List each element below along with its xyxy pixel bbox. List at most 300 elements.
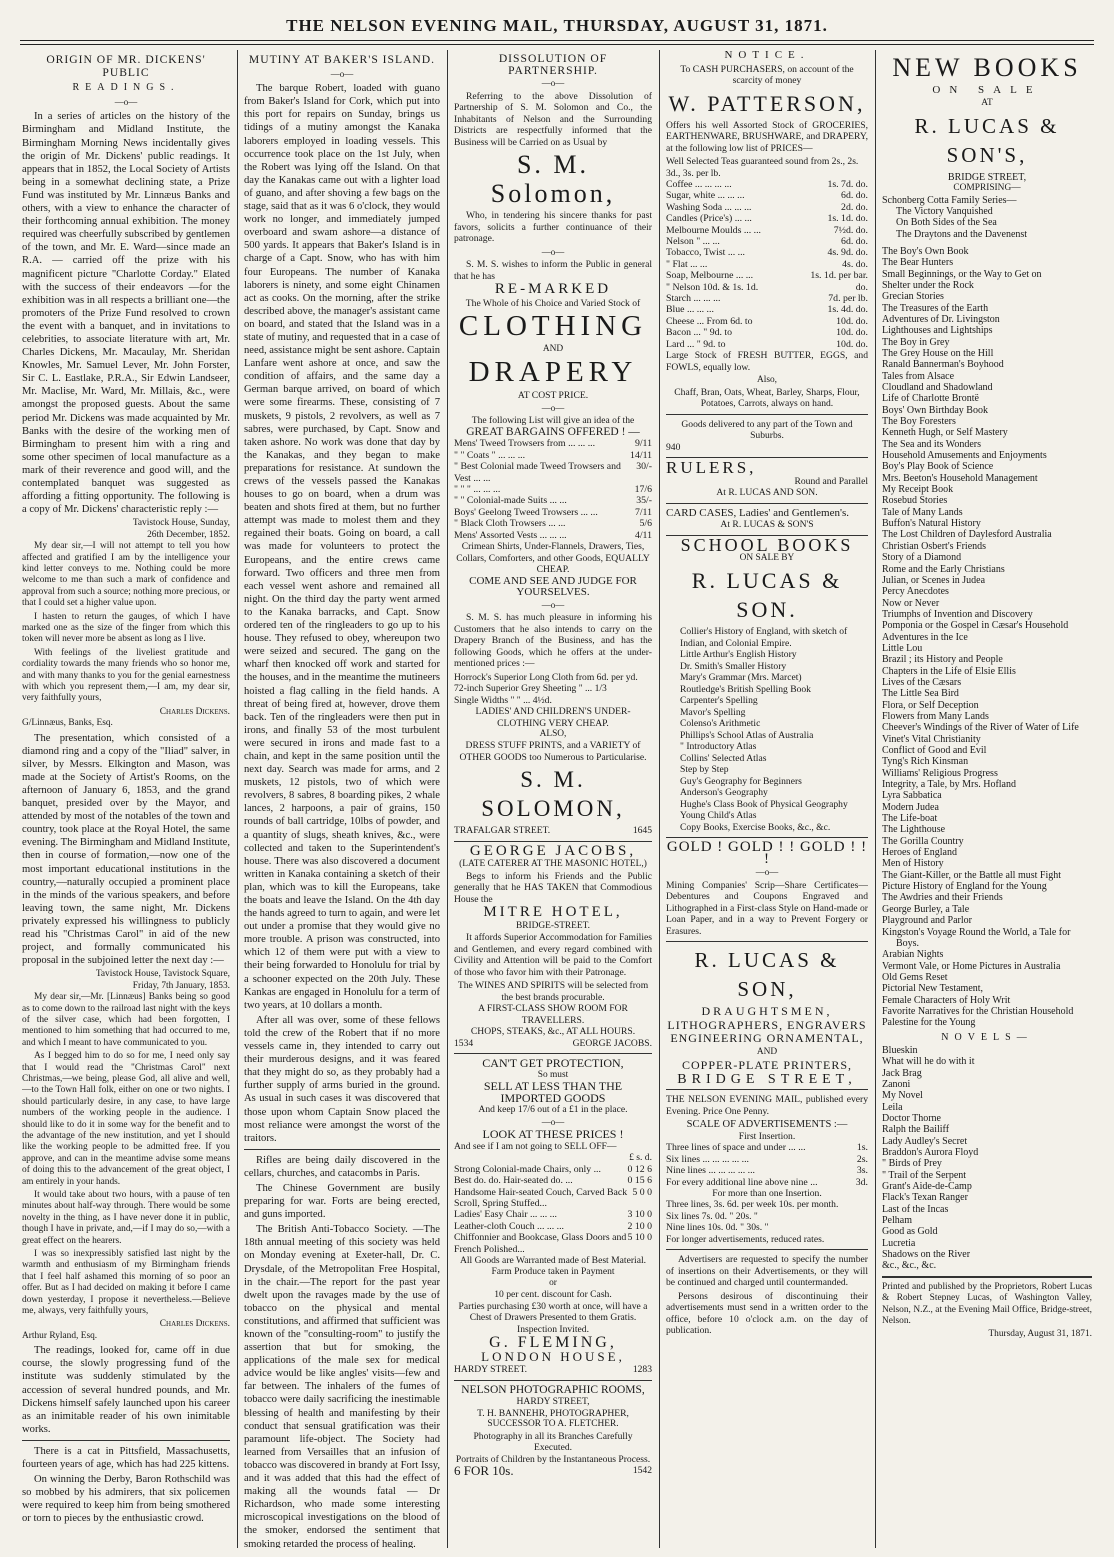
price-value: 4s. do. xyxy=(842,258,868,270)
ad-text: The Whole of his Choice and Varied Stock of xyxy=(465,297,641,309)
list-item: Now or Never xyxy=(882,597,940,609)
price-value: 7d. per lb. xyxy=(828,293,868,305)
ad-text: Inspection Invited. xyxy=(517,1323,589,1335)
paragraph: The Chinese Government are busily preparing for war. Forts are being erected, and guns imported. xyxy=(244,1182,440,1221)
list-item: Tale of Many Lands xyxy=(882,506,963,518)
list-item: Collins' Selected Atlas xyxy=(680,752,767,764)
ad-text: LADIES' AND CHILDREN'S UNDER-CLOTHING VERY CHEAP. xyxy=(475,706,631,729)
list-item: Collier's History of England, with sketch of Indian, and Colonial Empire. xyxy=(680,626,848,649)
ad-number: 1534 xyxy=(454,1037,474,1049)
ad-text: Advertisers are requested to specify the number of insertions on their Advertisements, or they will be continued and charged until countermanded. xyxy=(666,1254,868,1289)
ad-text: For longer advertisements, reduced rates. xyxy=(666,1233,825,1245)
list-item: " Introductory Atlas xyxy=(680,741,757,753)
ad-text: Portraits of Children by the Instantaneous Process. xyxy=(455,1453,651,1465)
ad-text: Who, in tendering his sincere thanks for past favors, solicits a further continuance of their patronage. xyxy=(454,210,652,244)
letter-paragraph: As I begged him to do so for me, I need only say that I would read the "Christmas Carol" next Christmas,—we being, please God, all alive and well,—to the Town Hall folk, either on one or two nights. I should particularly desire, in any case, to have large numbers of the working people in the audience. I should like to do it in some way for the benefit and to the advantage of the new institution, and yet I should like the working people to be admitted free. If you approve, and can in the meantime advise some means of doing this to the advancement of the great object, I am entirely in your hands. xyxy=(22,1051,230,1187)
list-item: Dr. Smith's Smaller History xyxy=(680,660,787,672)
divider xyxy=(22,1440,230,1441)
top-rule xyxy=(20,40,1094,41)
letter-paragraph: With feelings of the liveliest gratitude and cordiality towards the many friends who so honor me, and with many thanks to you for the genial earnestness with which you represent them,—I am, my dear sir, very faithfully yours, xyxy=(22,647,230,704)
list-item: The Sea and its Wonders xyxy=(882,438,981,450)
divider xyxy=(244,1149,440,1150)
column-4-advertisements xyxy=(666,50,868,1548)
paragraph: The barque Robert, loaded with guano from Baker's Island for Cork, which put into this port for repairs on Sunday, brings us tidings of a mutiny amongst the Kanaka laborers employed in loading vessels. This occurrence took place on the 1st July, when the Robert was lying off the Island. On that day the Kanakas came out with a lighter load of guano, and after shoving a few bags on the stage, said that as it was 6 o'clock, they would work no longer, and immediately jumped overboard and swam ashore—a distance of 500 yards. It appears that Baker's Island is in charge of a Capt. Snow, who has with him four Europeans. The number of Kanaka laborers is ninety, and some eight Chinamen act as cooks. On the morning, after the strike described above, the manager's assistant came on board, and stated that the Island was in a state of mutiny, and requested that in a case of need, assistance might be sent ashore. Captain Lanfare went ashore at once, and saw the condition of affairs, and the same day a German barque arrived, on board of which were some firearms. These, consisting of 7 muskets, 9 pistols, 2 revolvers, as well as 7 sabres, were purchased, by Capt. Snow and taken ashore. No work was done that day by the Kanakas, and they began to make preparations for resistance. At sundown the crews of the vessels passed the Kanakas houses to go on board, when a drum was beaten and shots fired at them, but no further attempt was made to molest them and they regained their boats. Going on board, a call was made for volunteers to protect the Europeans, and the entire crews came forward. Two officers and three men from each vessel went ashore and remained all night. On the third day the party went armed to the Kanaka barracks, and Capt. Snow ordered ten of the ringleaders to go up to his house. They refused to obey, whereupon two were seized and secured. The gang on the wharf then knocked off work and started for the houses, and in the meantime the mutineers hoisted a flag calling in the field hands. A threat of being fired at, however, drove them back. Ten of the ringleaders were then put in irons, and finally 53 of the most turbulent were secured in irons and made fast to a chain, and kept in the same position until the next day. Search was made for arms, and 2 muskets, 12 pistols, two of which were revolvers, 8 sabres, 8 boarding pikes, 2 whale lances, 2 harpoons, a pair of grains, 150 rounds of ball cartridge, 10lbs of powder, and a quantity of slugs, sheath knives, &c., were collected and taken to the Superintendent's house. There was also discovered a document written in Kanaka containing a sketch of their plan, which was to kill the Europeans, take the boats and leave the Island. On the 4th day the hands agreed to turn to again, and were let out under a promise that they would give no more trouble. A prison was constructed, into which 12 of them were put with a view to their being forwarded to Honolulu for trial by a schooner expected on the 20th July. These Kankas are engaged in Honolulu for a term of two years, at 10 dollars a month. xyxy=(244,83,440,1011)
ad-number: 1645 xyxy=(632,825,652,837)
price-value: 1s. 1d. do. xyxy=(827,213,868,225)
ad-heading: DRAUGHTSMEN, xyxy=(701,1004,833,1019)
list-item: Grecian Stories xyxy=(882,291,944,303)
list-item: The Lighthouse xyxy=(882,824,946,836)
ad-text: First Insertion. xyxy=(738,1130,796,1142)
list-item: The Boy in Grey xyxy=(882,336,950,348)
price-row xyxy=(666,225,868,236)
school-book-list xyxy=(666,626,868,833)
drapery-item: Horrock's Superior Long Cloth from 6d. per yd. xyxy=(454,671,638,683)
list-item: Jack Brag xyxy=(882,1067,922,1079)
rate-row xyxy=(666,1142,868,1153)
ad-address: HARDY STREET, xyxy=(516,1396,590,1408)
price-row xyxy=(666,316,868,327)
ad-text: To CASH PURCHASERS, on account of the scarcity of money xyxy=(680,63,854,86)
price-value: 5 10 0 xyxy=(627,1232,652,1244)
column-divider xyxy=(875,50,876,1548)
price-item: " Flat ... ... xyxy=(666,258,708,270)
ad-text: Persons desirous of discontinuing their advertisements must send in a written order to the office, before 10 o'clock a.m. on the day of publication. xyxy=(666,1290,868,1337)
ad-text: It affords Superior Accommodation for Families and Gentlemen, and every regard combined with Civility and Attention will be paid to the Comfort of those who favor him with their Patronage. xyxy=(454,932,652,978)
price-row xyxy=(454,518,652,529)
divider xyxy=(666,1249,868,1250)
column-3-advertisements xyxy=(454,50,652,1548)
list-item: The Little Sea Bird xyxy=(882,688,959,700)
divider xyxy=(666,837,868,838)
list-item: My Receipt Book xyxy=(882,484,954,496)
ad-text: Mining Companies' Scrip—Share Certificates—Debentures and Coupons Engraved and Lithographed in a First-class Style on Hand-made or Loan Paper, and in a way to Prevent Forgery or Erasures. xyxy=(666,879,868,937)
list-item: Shadows on the River xyxy=(882,1249,971,1261)
column-divider xyxy=(659,50,660,1548)
letter-paragraph: It would take about two hours, with a pause of ten minutes about half-way through. There would be some novelty in the thing, as I have never done it in public, though I have in private, and,—if I may do so,—with a great effect on the hearers. xyxy=(22,1190,230,1246)
list-item: The Awdries and their Friends xyxy=(882,892,1003,904)
price-value: 6d. do. xyxy=(841,236,868,248)
rate-row xyxy=(666,1177,868,1188)
price-row xyxy=(454,1164,652,1175)
list-item: Step by Step xyxy=(680,764,729,776)
price-value: 4/11 xyxy=(634,529,652,541)
list-item: Christian Osbert's Friends xyxy=(882,540,987,552)
paragraph: After all was over, some of these fellows told the crew of the Robert that if no more vessels came in, they intended to carry out their murderous designs, and it was feared that they might do so, as they probably had a further supply of arms buried in the ground. As usual in such cases it was discovered that those upon whom Captain Snow placed the most reliance were amongst the worst of the traitors. xyxy=(244,1014,440,1144)
price-value: 1s. 4d. do. xyxy=(827,304,868,316)
ad-text: Round and Parallel xyxy=(794,475,868,487)
letter-paragraph: My dear sir,—I will not attempt to tell you how affected and gratified I am by the intelligence your kind letter conveys to me. Nothing could be more welcome to me than such a mark of confidence and approval from such a source; nothing more precious, or that I could set a higher value upon. xyxy=(22,541,230,609)
ad-text: Farm Produce taken in Payment xyxy=(491,1266,615,1278)
ad-text: Three lines, 3s. 6d. per week 10s. per month. xyxy=(666,1199,839,1211)
price-item: Mens' Tweed Trowsers from ... ... ... xyxy=(454,438,596,450)
ad-name: GEORGE JACOBS, xyxy=(469,842,637,859)
list-item: Williams' Religious Progress xyxy=(882,767,998,779)
price-item: Melbourne Moulds ... ... xyxy=(666,224,761,236)
ad-text: (LATE CATERER AT THE MASONIC HOTEL,) xyxy=(459,859,647,870)
list-item: Grant's Aide-de-Camp xyxy=(882,1181,972,1193)
list-item: Blueskin xyxy=(882,1044,918,1056)
ad-heading: BRIDGE STREET, xyxy=(677,1071,857,1087)
price-value: 1s. 1d. per bar. xyxy=(810,270,868,282)
ad-heading-drapery: DRAPERY xyxy=(468,356,638,389)
divider xyxy=(666,1089,868,1090)
ad-footer xyxy=(454,1364,652,1376)
ad-heading: SCALE OF ADVERTISEMENTS :— xyxy=(686,1119,848,1131)
separator: —o— xyxy=(114,97,138,108)
price-row xyxy=(454,507,652,518)
paragraph: The readings, looked for, came off in due course, the slowly progressing fund of the institute was suddenly stimulated by the accession of several hundred pounds, and Mr. Dickens himself safely launched upon his career as an inimitable reader of his own inimitable works. xyxy=(22,1345,230,1435)
list-item: Good as Gold xyxy=(882,1226,938,1238)
ad-text: All Goods are Warranted made of Best Material. xyxy=(459,1254,647,1266)
list-item: " Birds of Prey xyxy=(882,1158,942,1170)
divider xyxy=(666,414,868,415)
ad-text: S. M. S. wishes to inform the Public in general that he has xyxy=(454,259,652,282)
price-row xyxy=(666,236,868,247)
ad-price: 6 FOR 10s. xyxy=(454,1463,514,1479)
price-item: Coffee ... ... ... ... xyxy=(666,179,732,190)
list-item: Little Arthur's English History xyxy=(680,649,797,661)
price-list xyxy=(454,438,652,541)
price-value: 10d. do. xyxy=(836,315,868,327)
ad-name: GEORGE JACOBS. xyxy=(572,1037,652,1049)
paragraph: The British Anti-Tobacco Society. —The 18th annual meeting of this society was held on Monday evening at Exeter-hall, Dr. C. Drysdale, of the Metropolitan Free Hospital, in the chair.—The report for the past year dwelt upon the ravages made by the use of tobacco on the physical and mental constitutions, and affirmed that sufficient was known of the "consulting-room" to justify the assertion that but for smoking, the applications of the male sex for medical advice would be like angles' visits—few and far between. The inhalers of the fumes of tobacco were daily sacrificing the inestimable blessing of health and manifesting by their conduct that sensual gratification was their paramount life-object. The Society had learned from Versailles that an infusion of tobacco was discovered in brandy at Fort Issy, and it was added that this had the effect of making all the wounds fatal — Dr Richardson, who made some interesting microscopical investigations on the blood of the smoker, endorsed the sentiment that smoking retarded the process of healing. xyxy=(244,1224,440,1548)
list-item: Female Characters of Holy Writ xyxy=(882,994,1011,1006)
price-item: Handsome Hair-seated Couch, Carved Back Scroll, Spring Stuffed... xyxy=(454,1186,628,1209)
ad-name: S. M. Solomon, xyxy=(490,150,616,208)
price-row xyxy=(666,247,868,258)
price-row xyxy=(666,293,868,304)
list-item: Boy's Play Book of Science xyxy=(882,461,994,473)
list-item: Cheever's Windings of the River of Water of Life xyxy=(882,722,1079,734)
list-item: Story of a Diamond xyxy=(882,552,962,564)
letter-paragraph: I was so inexpressibly satisfied last night by the warmth and enthusiasm of my Birmingham friends that I feel half ashamed this morning of so poor an offer. But as I had decided on making it before I came down yesterday, I propose it nevertheless.—Believe me, always, very faithfully yours, xyxy=(22,1249,230,1317)
list-item: Ranald Bannerman's Boyhood xyxy=(882,359,1004,371)
ad-footer xyxy=(454,1038,652,1050)
list-item: Playground and Parlor xyxy=(882,915,972,927)
rate-item: Three lines of space and under ... ... xyxy=(666,1142,806,1154)
price-row xyxy=(666,327,868,338)
price-row xyxy=(454,495,652,506)
price-row xyxy=(666,270,868,281)
price-row xyxy=(454,530,652,541)
list-item: Flora, or Self Deception xyxy=(882,699,979,711)
rate-item: Six lines ... ... ... ... ... xyxy=(666,1153,750,1165)
separator: —o— xyxy=(541,78,565,88)
price-row xyxy=(666,282,868,293)
price-value: 4s. 9d. do. xyxy=(827,247,868,259)
imprint-date: Thursday, August 31, 1871. xyxy=(988,1329,1092,1340)
price-item: Starch ... ... ... xyxy=(666,293,721,305)
price-item: Soap, Melbourne ... ... xyxy=(666,270,754,282)
price-row xyxy=(454,1175,652,1186)
paragraph: On winning the Derby, Baron Rothschild was so mobbed by his admirers, that six policemen were required to keep him from being smothered or torn to pieces by the enthusiastic crowd. xyxy=(22,1474,230,1525)
ad-text: The following List will give an idea of the xyxy=(471,415,635,427)
masthead: THE NELSON EVENING MAIL, THURSDAY, AUGUST 31, 1871. xyxy=(286,16,828,35)
ad-heading: LITHOGRAPHERS, ENGRAVERS xyxy=(667,1017,867,1032)
price-row xyxy=(454,438,652,449)
novel-list xyxy=(882,1045,1092,1272)
list-item: Colenso's Arithmetic xyxy=(680,718,761,730)
price-item: Mens' Assorted Vests ... ... ... xyxy=(454,529,567,541)
signature: Charles Dickens. xyxy=(159,1319,230,1330)
list-item: Routledge's British Spelling Book xyxy=(680,683,811,695)
price-item: Best do. do. Hair-seated do. ... xyxy=(454,1175,573,1187)
price-row xyxy=(454,1187,652,1210)
separator: —o— xyxy=(541,402,565,413)
ad-address: BRIDGE STREET, xyxy=(947,171,1027,183)
list-item: Cloudland and Shadowland xyxy=(882,382,993,393)
paragraph: The presentation, which consisted of a diamond ring and a copy of the "Iliad" salver, in silver, by Messrs. Elkington and Mason, was made at the Society of Artist's Rooms, on the afternoon of January 6, 1853, and the grand banquet, presided over by the Mayor, and attended by most of the notables of the town and country, took place at the Royal Hotel, the same evening. The Birmingham and Midland Institute, then in course of formation,—now one of the most important educational institutions in the country,—naturally occupied a prominent place in the minds of the various speakers, and before leaving town, the same night, Mr. Dickens privately expressed his willingness to publicly read his "Christmas Carol" in aid of the new project, and formally communicated his proposal in the subjoined letter the next day :— xyxy=(22,732,230,967)
ad-name: R. LUCAS & SON'S, xyxy=(914,113,1060,167)
price-row xyxy=(666,213,868,224)
currency-header: £ s. d. xyxy=(629,1152,652,1164)
list-item: Heroes of England xyxy=(882,847,957,859)
ad-text: ALSO, xyxy=(539,729,567,740)
list-item: George Burley, a Tale xyxy=(882,903,970,915)
list-item: Braddon's Aurora Floyd xyxy=(882,1147,979,1159)
price-value: 10d. do. xyxy=(836,327,868,339)
furniture-price-list xyxy=(454,1164,652,1255)
list-item: The Lost Children of Daylesford Australia xyxy=(882,529,1052,541)
list-item: Rosebud Stories xyxy=(882,495,948,507)
list-item: Pictorial New Testament, xyxy=(882,983,984,995)
ad-heading: GOLD ! GOLD ! ! GOLD ! ! ! xyxy=(666,839,868,867)
price-row xyxy=(666,259,868,270)
list-item: Adventures of Dr. Livingston xyxy=(882,313,1000,325)
list-item: Triumphs of Invention and Discovery xyxy=(882,608,1033,620)
price-row xyxy=(454,450,652,461)
ad-heading: MITRE HOTEL, xyxy=(483,904,623,921)
ad-address: HARDY STREET. xyxy=(454,1364,528,1376)
ad-number: 940 xyxy=(666,441,681,453)
ad-heading: COPPER-PLATE PRINTERS, xyxy=(681,1058,853,1073)
price-value: 9/11 xyxy=(634,438,652,450)
ad-text: AT xyxy=(981,98,993,109)
price-row xyxy=(666,190,868,201)
ad-text: AND xyxy=(542,344,564,354)
divider xyxy=(454,841,652,842)
ad-heading: CAN'T GET PROTECTION, xyxy=(482,1056,624,1071)
list-item: Vermont Vale, or Home Pictures in Australia xyxy=(882,960,1061,972)
ad-text: Nine lines 10s. 0d. " 30s. " xyxy=(666,1222,769,1234)
column-divider xyxy=(447,50,448,1548)
list-item: The Gorilla Country xyxy=(882,835,964,847)
rate-item: For every additional line above nine ... xyxy=(666,1176,818,1188)
ad-heading: SELL AT LESS THAN THE IMPORTED GOODS xyxy=(483,1079,623,1105)
price-value: do. xyxy=(855,281,868,293)
ad-text: A FIRST-CLASS SHOW ROOM FOR TRAVELLERS. xyxy=(478,1003,628,1026)
ad-heading: CARD CASES, Ladies' and Gentlemen's. xyxy=(666,506,850,519)
grocery-price-list xyxy=(666,179,868,350)
price-item: Blue ... ... ... xyxy=(666,304,714,316)
letter-address: Tavistock House, Sunday, xyxy=(132,518,230,529)
list-item: " Trail of the Serpent xyxy=(882,1169,967,1181)
column-2-mutiny xyxy=(244,50,440,1548)
list-item: Ralph the Bailiff xyxy=(882,1124,950,1136)
price-row xyxy=(666,202,868,213)
list-item: Lighthouses and Lightships xyxy=(882,325,993,337)
list-item: Modern Judea xyxy=(882,801,939,813)
column-1-dickens xyxy=(22,50,230,1548)
ad-name: G. FLEMING, xyxy=(489,1334,617,1352)
ad-heading: NELSON PHOTOGRAPHIC ROOMS, xyxy=(461,1383,645,1396)
ad-heading: ENGINEERING ORNAMENTAL, xyxy=(670,1031,864,1046)
list-item: Leila xyxy=(882,1101,903,1113)
list-item: The Victory Vanquished xyxy=(896,205,993,217)
price-item: Nelson " ... ... xyxy=(666,236,720,248)
list-item: Tales from Alsace xyxy=(882,370,955,382)
top-rule-double xyxy=(20,44,1094,45)
list-item: Men of History xyxy=(882,858,944,870)
list-item: Chapters in the Life of Elsie Ellis xyxy=(882,665,1016,677)
ad-text: DRESS STUFF PRINTS, and a VARIETY of OTHER GOODS too Numerous to Particularise. xyxy=(459,740,647,763)
ad-heading: COME AND SEE AND JUDGE FOR YOURSELVES. xyxy=(469,574,637,599)
price-row xyxy=(454,1232,652,1255)
price-item: Lard ... " 9d. to xyxy=(666,338,726,350)
price-value: 2 10 0 xyxy=(627,1220,652,1232)
paragraph: In a series of articles on the history of the Birmingham and Midland Institute, the Birmingham Morning News incidentally gives the origin of Mr. Dickens' public readings. It appears that in 1852, the Local Society of Artists being in a somewhat declining state, a Prize Fund was instituted by Mr. Linnæus Banks and others, with a view to enhance the character of their forthcoming annual exhibition. The money required was cheerfully subscribed by gentlemen of the town, and Mr. E. Ward—since made an R.A. — carried off the prize with his magnificent picture "Charlotte Corday." Elated with the success of their endeavors —for the exhibition was in all respects a brilliant one—the promoters of the Prize Fund resolved to crown the event with a banquet, and in invitations to celebrities, to associate literature with art, Mr. Charles Dickens, Mr. Macaulay, Mr. Sheridan Knowles, Mr. Samuel Lever, Mr. John Forster, Sir C. L. Eastlake, P.R.A., Sir Edwin Landseer, Mr. Maclise, Mr. Ward, Mr. Millais, &c., were amongst the proposed guests. About the same period Mr. Dickens was made acquainted by Mr. Banks with the desire of the working men of Birmingham to present him with a ring and some other specimen of local manufacture as a mark of their reverence and good will, and the contemplated banquet was suggested as affording a fitting opportunity. The following is a copy of Mr. Dickens' characteristic reply :— xyxy=(22,111,230,516)
ad-text: Begs to inform his Friends and the Public generally that he HAS TAKEN that Commodious House the xyxy=(454,870,652,905)
ad-name: R. LUCAS & SON. xyxy=(691,568,843,623)
price-row xyxy=(666,304,868,315)
list-item: Lady Audley's Secret xyxy=(882,1135,968,1147)
list-item: The Life-boat xyxy=(882,813,938,825)
list-item: Favorite Narratives for the Christian Household xyxy=(882,1005,1074,1017)
rate-value: 3s. xyxy=(856,1165,868,1177)
ad-text: And keep 17/6 out of a £1 in the place. xyxy=(478,1104,628,1116)
letter-paragraph: I hasten to return the gauges, of which I have marked one as the size of the finger from which this token will never more be absent as long as I live. xyxy=(22,611,230,645)
ad-text: 10 per cent. discount for Cash. xyxy=(494,1289,612,1301)
price-item: " " " ... ... ... xyxy=(454,484,501,496)
column-5-new-books xyxy=(882,50,1092,1548)
separator: —o— xyxy=(330,69,354,80)
ad-text: The WINES AND SPIRITS will be selected from the best brands procurable. xyxy=(457,980,649,1003)
ad-text: AND xyxy=(756,1046,778,1057)
recipient: Arthur Ryland, Esq. xyxy=(22,1330,98,1341)
ad-text: At R. LUCAS AND SON. xyxy=(716,487,818,498)
ad-title: NOTICE. xyxy=(724,50,810,61)
list-item: Julian, or Scenes in Judea xyxy=(882,574,986,586)
separator: —o— xyxy=(541,599,565,610)
list-item: Conflict of Good and Evil xyxy=(882,745,987,756)
price-item: Washing Soda ... ... ... xyxy=(666,201,752,213)
rate-row xyxy=(666,1165,868,1176)
list-item: Adventures in the Ice xyxy=(882,631,968,643)
list-item: Kingston's Voyage Round the World, a Tale for Boys. xyxy=(882,926,1071,949)
divider xyxy=(454,1053,652,1054)
list-item: Buffon's Natural History xyxy=(882,518,981,530)
list-item: Copy Books, Exercise Books, &c., &c. xyxy=(680,821,831,833)
price-value: 7½d. do. xyxy=(833,224,868,236)
ad-heading: SCHOOL BOOKS xyxy=(680,534,854,555)
price-item: " Nelson 10d. & 1s. 1d. xyxy=(666,281,759,293)
ad-text: or xyxy=(549,1277,557,1288)
list-item: Carpenter's Spelling xyxy=(680,695,758,707)
list-item: Guy's Geography for Beginners xyxy=(680,775,802,787)
price-value: 14/11 xyxy=(630,449,652,461)
ad-text: COMPRISING— xyxy=(953,183,1021,194)
letter-address: Tavistock House, Tavistock Square, xyxy=(95,969,230,980)
ad-text: ON SALE BY xyxy=(739,553,795,563)
list-item: Integrity, a Tale, by Mrs. Hofland xyxy=(882,779,1016,791)
list-item: Doctor Thorne xyxy=(882,1113,941,1124)
list-item: The Grey House on the Hill xyxy=(882,347,994,359)
list-item: Flack's Texan Ranger xyxy=(882,1192,968,1204)
ad-name: S. M. SOLOMON, xyxy=(481,767,625,822)
column-divider xyxy=(237,50,238,1548)
list-item: My Novel xyxy=(882,1090,923,1102)
recipient: G/Linnæus, Banks, Esq. xyxy=(22,718,113,729)
price-value: 0 12 6 xyxy=(627,1163,652,1175)
list-item: The Giant-Killer, or the Battle all must Fight xyxy=(882,869,1062,881)
list-item: Arabian Nights xyxy=(882,949,944,961)
ad-text: Large Stock of FRESH BUTTER, EGGS, and FOWLS, equally low. xyxy=(666,350,868,373)
price-value: 35/- xyxy=(636,495,652,507)
ad-footer xyxy=(454,825,652,837)
ad-heading: LOOK AT THESE PRICES ! xyxy=(482,1127,624,1142)
rate-row xyxy=(666,1154,868,1165)
price-value: 7/11 xyxy=(634,506,652,518)
ad-number: 1542 xyxy=(632,1465,652,1477)
list-item: The Bear Hunters xyxy=(882,257,954,269)
divider xyxy=(882,1276,1092,1278)
price-item: Cheese ... From 6d. to xyxy=(666,315,753,327)
imprint: Printed and published by the Proprietors, Robert Lucas & Robert Stepney Lucas, of Washington Valley, Nelson, N.Z., at the Evening Mail Office, Bridge-street, Nelson. xyxy=(882,1281,1092,1327)
ad-text: Photography in all its Branches Carefully Executed. xyxy=(473,1430,633,1454)
ad-name: T. H. BANNEHR, PHOTOGRAPHER, xyxy=(477,1407,629,1419)
price-item: Sugar, white ... ... ... xyxy=(666,190,745,202)
price-item: " " Coats " ... ... ... xyxy=(454,449,526,461)
price-value: 10d. do. xyxy=(836,338,868,350)
list-item: The Draytons and the Davenenst xyxy=(896,228,1028,240)
list-item: Last of the Incas xyxy=(882,1203,949,1215)
list-item: Household Amusements and Enjoyments xyxy=(882,450,1047,462)
price-value: 1s. 7d. do. xyxy=(827,179,868,190)
ad-text: Chaff, Bran, Oats, Wheat, Barley, Sharps, Flour, Potatoes, Carrots, always on hand. xyxy=(674,386,860,409)
ad-title: DISSOLUTION OF PARTNERSHIP. xyxy=(498,52,608,77)
ad-text: BRIDGE-STREET. xyxy=(515,920,591,931)
list-item: Percy Anecdotes xyxy=(882,586,949,598)
list-item: The Treasures of the Earth xyxy=(882,302,989,314)
list-item: Pomponia or the Gospel in Cæsar's Household xyxy=(882,620,1069,632)
price-value: 5/6 xyxy=(639,518,652,530)
ad-heading: LONDON HOUSE, xyxy=(481,1348,625,1364)
price-item: " Black Cloth Trowsers ... ... xyxy=(454,518,566,530)
list-item: Anderson's Geography xyxy=(680,787,768,799)
price-item: Candles (Price's) ... ... xyxy=(666,213,752,225)
ad-heading: GREAT BARGAINS OFFERED ! — xyxy=(466,425,640,438)
list-item: Boys' Own Birthday Book xyxy=(882,404,988,416)
ad-text: Well Selected Teas guaranteed sound from 2s., 2s. 3d., 3s. per lb. xyxy=(666,156,859,179)
divider xyxy=(666,503,868,504)
ad-text: Referring to the above Dissolution of Partnership of S. M. Solomon and Co., the Inhabitants of Nelson and the Surrounding Districts are respectfully informed that the Business will be Carried on as Usual by xyxy=(454,90,652,148)
list-item: Mary's Grammar (Mrs. Marcet) xyxy=(680,672,802,684)
price-item: Leather-cloth Couch ... ... ... xyxy=(454,1220,564,1232)
price-value: 30/- xyxy=(636,461,652,473)
ad-text: ON SALE xyxy=(932,84,1042,96)
ad-name: W. PATTERSON, xyxy=(668,90,866,116)
ad-heading: NEW BOOKS xyxy=(892,53,1082,82)
list-item: Rome and the Early Christians xyxy=(882,563,1005,575)
rate-item: Nine lines ... ... ... ... ... xyxy=(666,1165,755,1177)
ad-footer xyxy=(454,1465,652,1477)
list-item: Palestine for the Young xyxy=(882,1017,976,1029)
ad-text: At R. LUCAS & SON'S xyxy=(720,519,814,530)
rate-value: 2s. xyxy=(856,1153,868,1165)
list-item: The Boy's Own Book xyxy=(882,245,969,257)
ad-heading: NOVELS— xyxy=(941,1031,1033,1043)
